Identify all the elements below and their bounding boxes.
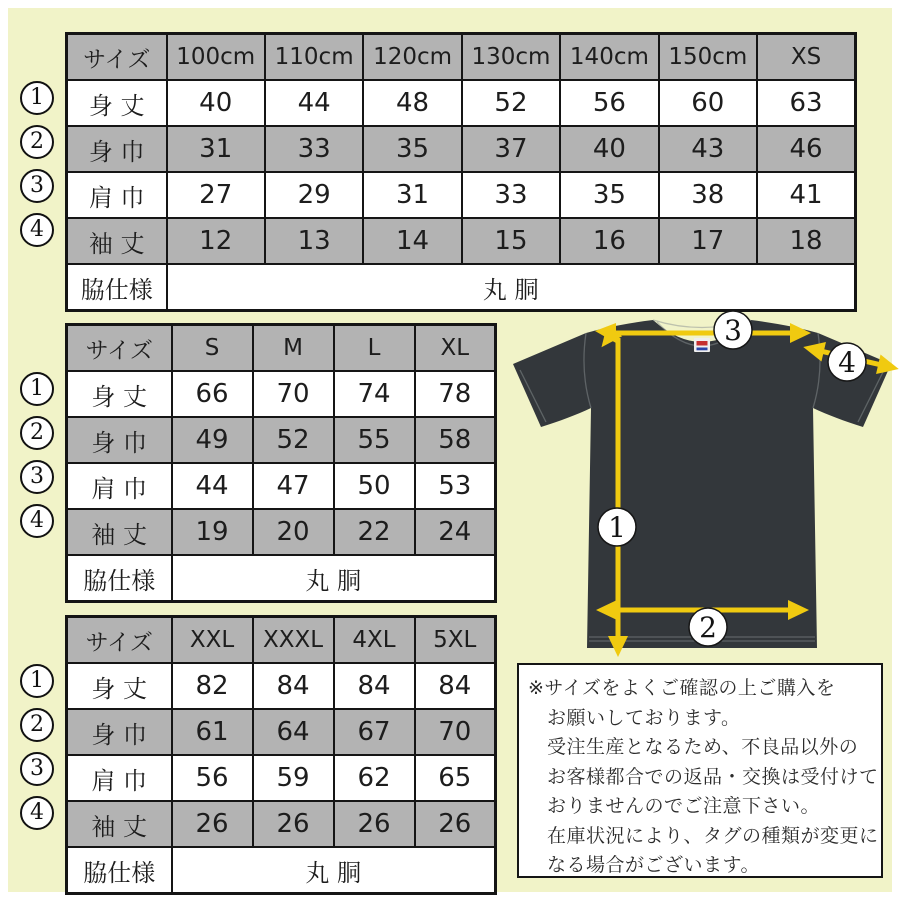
- cell-value: 15: [462, 218, 560, 264]
- cell-value: 82: [172, 663, 253, 709]
- cell-value: 35: [560, 172, 658, 218]
- measurement-row: [67, 417, 496, 463]
- diagram-marker-2: [689, 608, 727, 646]
- tshirt-measurement-diagram: [500, 300, 900, 660]
- kids-size-table: [65, 32, 857, 312]
- row-label: 身 丈: [67, 80, 167, 126]
- cell-value: 24: [415, 509, 496, 555]
- cell-value: 22: [334, 509, 415, 555]
- size-column-header: 120cm: [363, 34, 461, 81]
- size-column-header: M: [253, 325, 334, 372]
- cell-value: 67: [334, 709, 415, 755]
- cell-value: 44: [172, 463, 253, 509]
- adult-size-table-xxl-5xl: [65, 615, 497, 895]
- cell-value: 17: [659, 218, 757, 264]
- footer-value: 丸 胴: [172, 555, 496, 602]
- cell-value: 16: [560, 218, 658, 264]
- measurement-row: [67, 218, 856, 264]
- cell-value: 52: [462, 80, 560, 126]
- row-label: 袖 丈: [67, 218, 167, 264]
- cell-value: 41: [757, 172, 855, 218]
- size-corner-header: サイズ: [67, 325, 172, 372]
- cell-value: 31: [363, 172, 461, 218]
- footer-label: 脇仕様: [67, 555, 172, 602]
- svg-text:4: 4: [838, 346, 856, 379]
- size-column-header: 4XL: [334, 617, 415, 664]
- size-column-header: 100cm: [167, 34, 265, 81]
- row-label: 肩 巾: [67, 755, 172, 801]
- cell-value: 26: [334, 801, 415, 847]
- table-header-row: [67, 325, 496, 372]
- row-label: 身 巾: [67, 417, 172, 463]
- cell-value: 19: [172, 509, 253, 555]
- cell-value: 55: [334, 417, 415, 463]
- cell-value: 40: [167, 80, 265, 126]
- measure-marker-4: 4: [20, 504, 54, 538]
- measurement-row: [67, 172, 856, 218]
- size-column-header: XXL: [172, 617, 253, 664]
- footer-row: [67, 847, 496, 894]
- cell-value: 78: [415, 371, 496, 417]
- row-label: 肩 巾: [67, 463, 172, 509]
- table-header-row: [67, 34, 856, 81]
- diagram-marker-3: [714, 311, 752, 349]
- footer-label: 脇仕様: [67, 264, 167, 311]
- size-column-header: 5XL: [415, 617, 496, 664]
- cell-value: 65: [415, 755, 496, 801]
- size-column-header: S: [172, 325, 253, 372]
- cell-value: 26: [415, 801, 496, 847]
- cell-value: 27: [167, 172, 265, 218]
- measurement-row: [67, 509, 496, 555]
- size-column-header: XXXL: [253, 617, 334, 664]
- cell-value: 13: [265, 218, 363, 264]
- size-corner-header: サイズ: [67, 617, 172, 664]
- cell-value: 38: [659, 172, 757, 218]
- note-line: ※サイズをよくご確認の上ご購入を: [528, 677, 836, 699]
- cell-value: 50: [334, 463, 415, 509]
- cell-value: 33: [462, 172, 560, 218]
- size-column-header: 110cm: [265, 34, 363, 81]
- row-label: 袖 丈: [67, 509, 172, 555]
- cell-value: 66: [172, 371, 253, 417]
- cell-value: 53: [415, 463, 496, 509]
- measure-marker-2: 2: [20, 708, 54, 742]
- measurement-row: [67, 709, 496, 755]
- size-column-header: 130cm: [462, 34, 560, 81]
- row-label: 身 巾: [67, 126, 167, 172]
- size-column-header: XS: [757, 34, 855, 81]
- svg-text:2: 2: [699, 611, 717, 644]
- cell-value: 56: [560, 80, 658, 126]
- measurement-row: [67, 80, 856, 126]
- cell-value: 56: [172, 755, 253, 801]
- cell-value: 35: [363, 126, 461, 172]
- cell-value: 26: [253, 801, 334, 847]
- measurement-row: [67, 755, 496, 801]
- cell-value: 26: [172, 801, 253, 847]
- cell-value: 33: [265, 126, 363, 172]
- measure-marker-4: 4: [20, 213, 54, 247]
- size-column-header: 150cm: [659, 34, 757, 81]
- measure-marker-2: 2: [20, 416, 54, 450]
- row-label: 身 巾: [67, 709, 172, 755]
- note-line: 受注生産となるため、不良品以外の: [547, 736, 859, 758]
- cell-value: 47: [253, 463, 334, 509]
- row-label: 身 丈: [67, 663, 172, 709]
- cell-value: 37: [462, 126, 560, 172]
- cell-value: 46: [757, 126, 855, 172]
- footer-row: [67, 555, 496, 602]
- cell-value: 84: [334, 663, 415, 709]
- measure-marker-1: 1: [20, 372, 54, 406]
- table-header-row: [67, 617, 496, 664]
- measure-marker-3: 3: [20, 460, 54, 494]
- measure-marker-1: 1: [20, 81, 54, 115]
- svg-text:3: 3: [724, 314, 742, 347]
- cell-value: 12: [167, 218, 265, 264]
- measure-marker-4: 4: [20, 796, 54, 830]
- row-label: 袖 丈: [67, 801, 172, 847]
- cell-value: 63: [757, 80, 855, 126]
- measure-marker-1: 1: [20, 664, 54, 698]
- note-line: おりませんのでご注意下さい。: [547, 795, 821, 817]
- cell-value: 60: [659, 80, 757, 126]
- cell-value: 84: [253, 663, 334, 709]
- measure-marker-3: 3: [20, 169, 54, 203]
- cell-value: 31: [167, 126, 265, 172]
- row-label: 身 丈: [67, 371, 172, 417]
- cell-value: 18: [757, 218, 855, 264]
- footer-value: 丸 胴: [167, 264, 856, 311]
- cell-value: 49: [172, 417, 253, 463]
- cell-value: 74: [334, 371, 415, 417]
- cell-value: 64: [253, 709, 334, 755]
- adult-size-table-s-xl: [65, 323, 497, 603]
- footer-value: 丸 胴: [172, 847, 496, 894]
- measurement-row: [67, 371, 496, 417]
- measure-marker-2: 2: [20, 125, 54, 159]
- cell-value: 59: [253, 755, 334, 801]
- cell-value: 84: [415, 663, 496, 709]
- cell-value: 70: [415, 709, 496, 755]
- row-label: 肩 巾: [67, 172, 167, 218]
- purchase-note-box: [517, 663, 883, 878]
- cell-value: 62: [334, 755, 415, 801]
- size-column-header: 140cm: [560, 34, 658, 81]
- svg-text:1: 1: [608, 511, 626, 544]
- cell-value: 61: [172, 709, 253, 755]
- cell-value: 44: [265, 80, 363, 126]
- note-line: お客様都合での返品・交換は受付けて: [547, 765, 879, 788]
- size-column-header: L: [334, 325, 415, 372]
- cell-value: 43: [659, 126, 757, 172]
- measurement-row: [67, 463, 496, 509]
- note-line: なる場合がございます。: [547, 854, 760, 876]
- cell-value: 29: [265, 172, 363, 218]
- cell-value: 48: [363, 80, 461, 126]
- note-line: 在庫状況により、タグの種類が変更に: [547, 824, 879, 847]
- measure-marker-3: 3: [20, 752, 54, 786]
- cell-value: 58: [415, 417, 496, 463]
- size-corner-header: サイズ: [67, 34, 167, 81]
- footer-label: 脇仕様: [67, 847, 172, 894]
- cell-value: 14: [363, 218, 461, 264]
- measurement-row: [67, 801, 496, 847]
- measurement-row: [67, 663, 496, 709]
- diagram-marker-4: [828, 343, 866, 381]
- cell-value: 40: [560, 126, 658, 172]
- neck-tag: [694, 338, 710, 352]
- cell-value: 20: [253, 509, 334, 555]
- diagram-marker-1: [598, 508, 636, 546]
- cell-value: 52: [253, 417, 334, 463]
- cell-value: 70: [253, 371, 334, 417]
- measurement-row: [67, 126, 856, 172]
- size-column-header: XL: [415, 325, 496, 372]
- note-line: お願いしております。: [547, 706, 741, 729]
